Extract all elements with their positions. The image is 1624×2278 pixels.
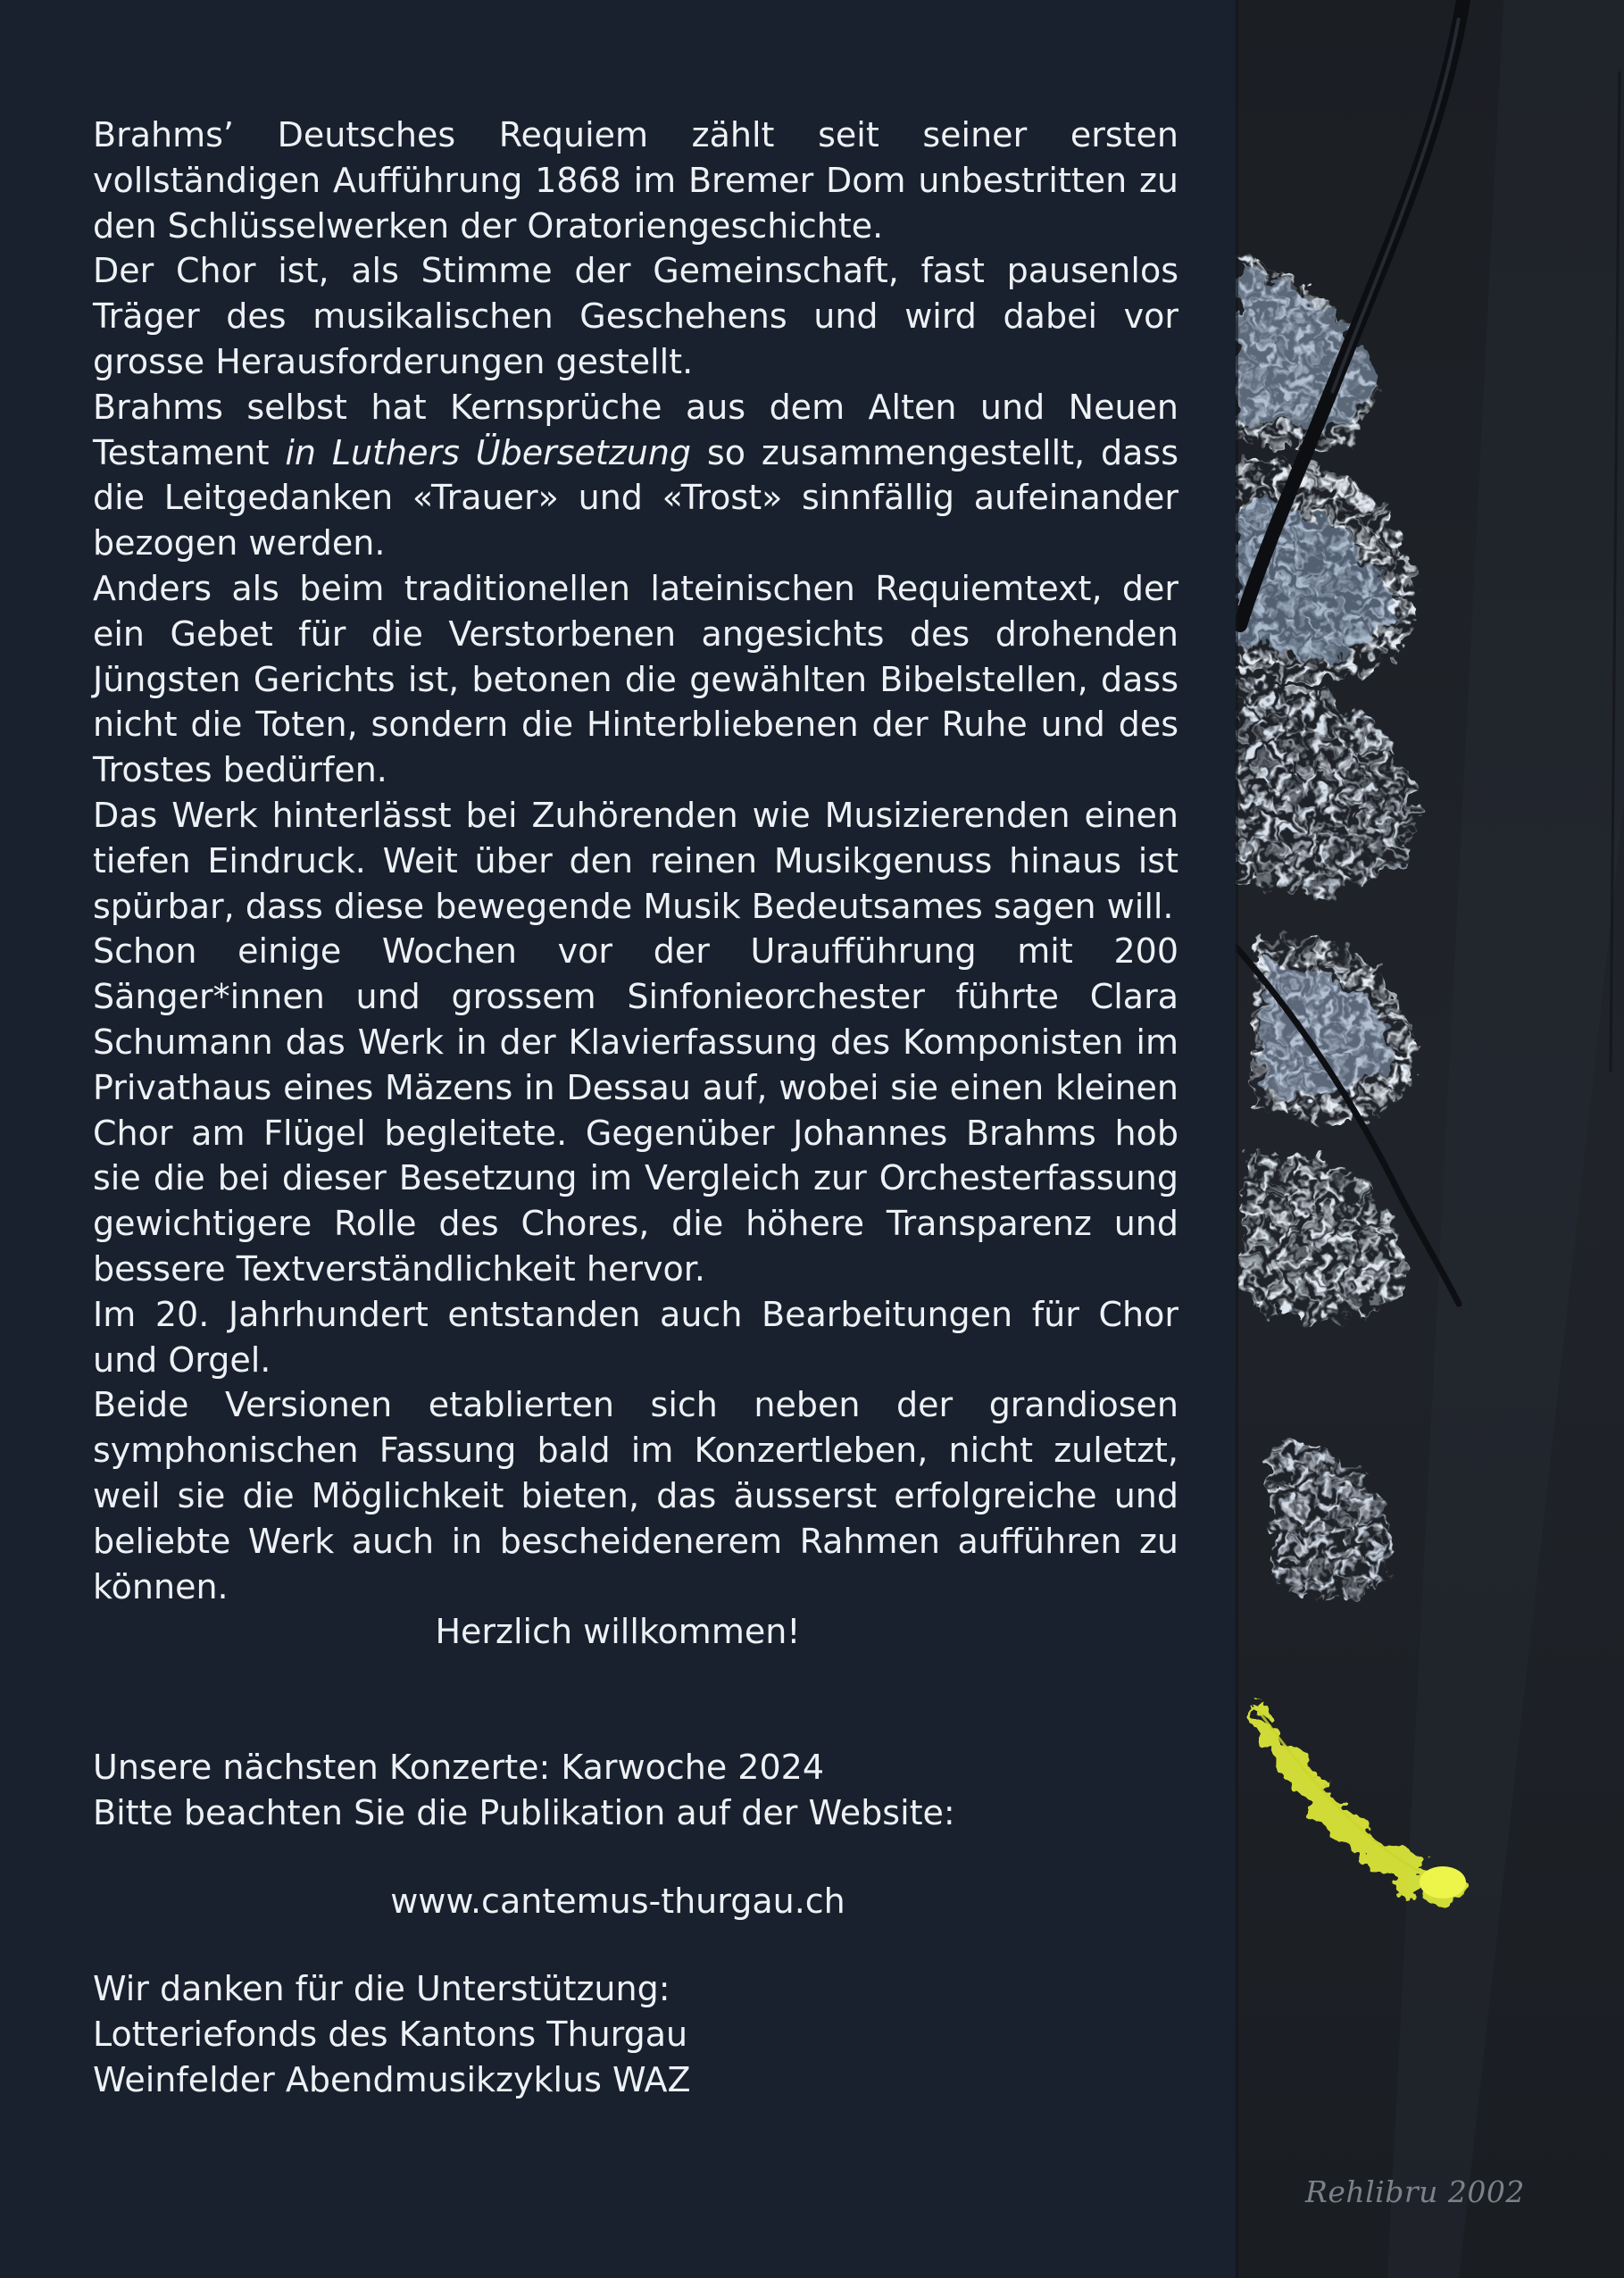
next-concerts: Unsere nächsten Konzerte: Karwoche 2024 <box>93 1748 825 1788</box>
website-link[interactable]: www.cantemus-thurgau.ch <box>390 1881 845 1921</box>
paragraph-clara-schumann: Schon einige Wochen vor der Uraufführung mit 200 Sänger*innen und grossem Sinfonieorchester führte Clara Schumann das Werk in der Klavierfassung des Komponisten im Privathaus eines Mäzens in Dessau auf, wobei sie einen kleinen Chor am Flügel begleitete. Gegenüber Johannes Brahms hob sie die bei dieser Besetzung im Vergleich zur Orchesterfassung gewichtigere Rolle des Chores, die höhere Transparenz und bessere Textverständlichkeit hervor. <box>93 931 1178 1289</box>
paragraph-impression: Das Werk hinterlässt bei Zuhörenden wie Musizierenden einen tiefen Eindruck. Weit über den reinen Musikgenuss hinaus ist spürbar, dass diese bewegende Musik Bedeutsames sagen will. <box>93 795 1178 926</box>
paragraph-texts <box>93 385 1178 566</box>
luther-translation-italic: in Luthers Übersetzung <box>285 432 692 472</box>
paragraph-texts-end: so zusammengestellt, dass die Leitgedanken «Trauer» und «Trost» sinnfällig aufeinander bezogen werden. <box>93 432 1178 563</box>
abstract-painting <box>1236 0 1624 2278</box>
paragraph-requiem-contrast: Anders als beim traditionellen lateinischen Requiemtext, der ein Gebet für die Verstorbenen angesichts des drohenden Jüngsten Gerichts ist, betonen die gewählten Bibelstellen, dass nicht die Toten, sondern die Hinterbliebenen der Ruhe und des Trostes bedürfen. <box>93 568 1178 790</box>
sponsor-waz: Weinfelder Abendmusikzyklus WAZ <box>93 2060 691 2100</box>
paragraph-choir: Der Chor ist, als Stimme der Gemeinschaft, fast pausenlos Träger des musikalischen Geschehens und wird dabei vor grosse Herausforderungen gestellt. <box>93 251 1178 381</box>
spacer <box>93 1923 1178 1966</box>
yellow-stroke-head <box>1420 1866 1466 1898</box>
text-column <box>93 113 1178 2103</box>
spacer <box>93 1836 1178 1879</box>
welcome-line: Herzlich willkommen! <box>435 1612 801 1652</box>
paragraph-arrangements: Im 20. Jahrhundert entstanden auch Bearbeitungen für Chor und Orgel. <box>93 1294 1178 1380</box>
artist-signature: Rehlibru 2002 <box>1305 2174 1525 2209</box>
spacer <box>93 1655 1178 1745</box>
website-notice: Bitte beachten Sie die Publikation auf der Website: <box>93 1792 955 1832</box>
paragraph-history: Brahms’ Deutsches Requiem zählt seit seiner ersten vollständigen Aufführung 1868 im Bremer Dom unbestritten zu den Schlüsselwerken der Oratoriengeschichte. <box>93 115 1178 246</box>
panel-edge <box>1236 0 1238 2278</box>
paragraph-versions: Beide Versionen etablierten sich neben der grandiosen symphonischen Fassung bald im Konzertleben, nicht zuletzt, weil sie die Möglichkeit bieten, das äusserst erfolgreiche und beliebte Werk auch in bescheidenerem Rahmen aufführen zu können. <box>93 1385 1178 1606</box>
sponsor-lotteriefonds: Lotteriefonds des Kantons Thurgau <box>93 2015 688 2055</box>
thanks-heading: Wir danken für die Unterstützung: <box>93 1969 670 2009</box>
artwork-panel <box>1236 0 1624 2278</box>
paragraph-texts-start: Brahms selbst hat Kernsprüche aus dem Alten und Neuen Testament <box>93 387 1178 472</box>
